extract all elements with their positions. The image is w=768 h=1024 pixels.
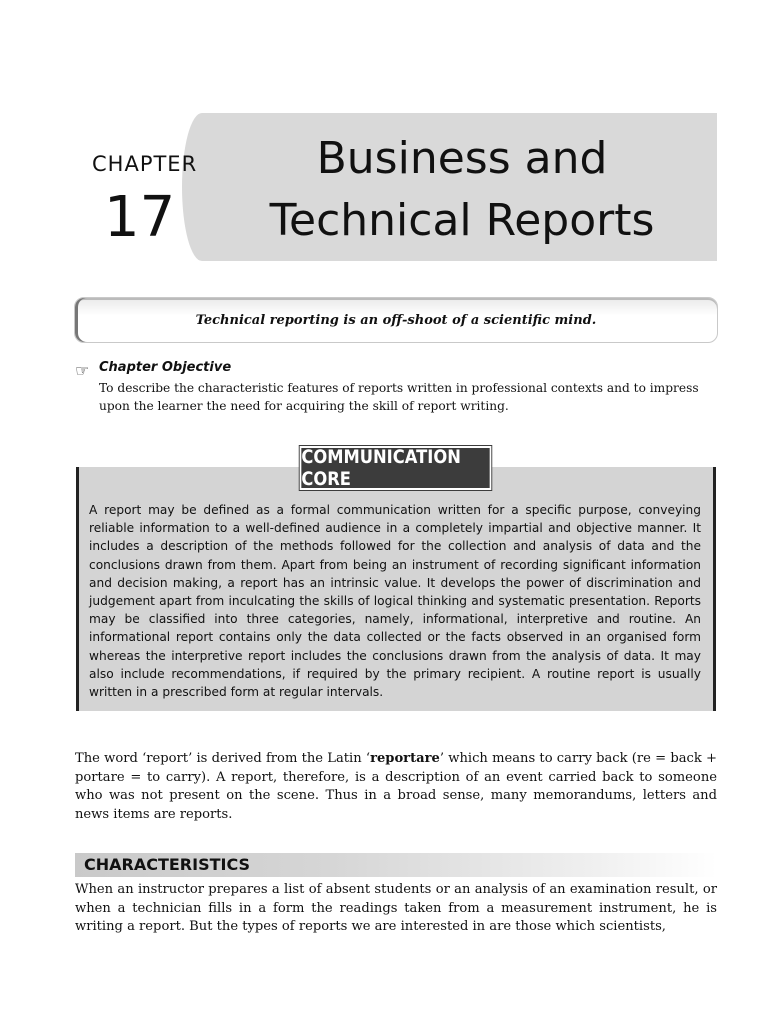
objective-heading: Chapter Objective	[99, 360, 232, 375]
communication-core-text: A report may be defined as a formal communication written for a specific purpose, conveying reliable information to a well-defined audience in a completely impartial and objective manner. It includes a description of the methods followed for the collection and analysis of data and the conclusions drawn from them. Apart from being an instrument of recording significant information and decision making, a report has an intrinsic value. It develops the power of discrimination and judgement apart from inculcating the skills of logical thinking and systematic presentation. Reports may be classified into three categories, namely, informational, interpretive and routine. An informational report contains only the data collected or the facts observed in an organised form whereas the interpretive report includes the conclusions drawn from the analysis of data. It may also include recommendations, if required by the primary recipient. A routine report is usually written in a prescribed form at regular intervals.	[89, 503, 701, 700]
quote-text: Technical reporting is an off-shoot of a scientific mind.	[195, 312, 597, 328]
communication-core-label: COMMUNICATION CORE	[300, 446, 492, 490]
pointing-hand-icon: ☞	[75, 361, 90, 380]
characteristics-paragraph: When an instructor prepares a list of absent students or an analysis of an examination result, or when a technician fills in a form the readings taken from a measurement instrument, he is writing a report. But the types of reports we are interested in are those which scientists,	[75, 882, 717, 934]
chapter-title	[222, 128, 702, 252]
chapter-title-line-1: Business and	[316, 133, 608, 184]
chapter-label: CHAPTER	[92, 152, 198, 176]
chapter-number: 17	[104, 185, 176, 250]
chapter-title-line-2: Technical Reports	[269, 195, 655, 246]
quote-box	[74, 297, 718, 343]
characteristics-heading: CHARACTERISTICS	[84, 855, 251, 874]
intro-text-before: The word ‘report’ is derived from the Latin ‘	[75, 751, 371, 766]
intro-bold-term: reportare	[370, 751, 440, 766]
objective-text: To describe the characteristic features of reports written in professional contexts and to impress upon the learner the need for acquiring the skill of report writing.	[99, 381, 699, 413]
intro-text-after: ’ which means to carry back (re = back + portare = to carry). A report, therefore, is a description of an event carried back to someone who was not present on the scene. Thus in a broad sense, many memorandums, letters and news items are reports.	[75, 751, 718, 822]
intro-paragraph	[75, 750, 717, 824]
